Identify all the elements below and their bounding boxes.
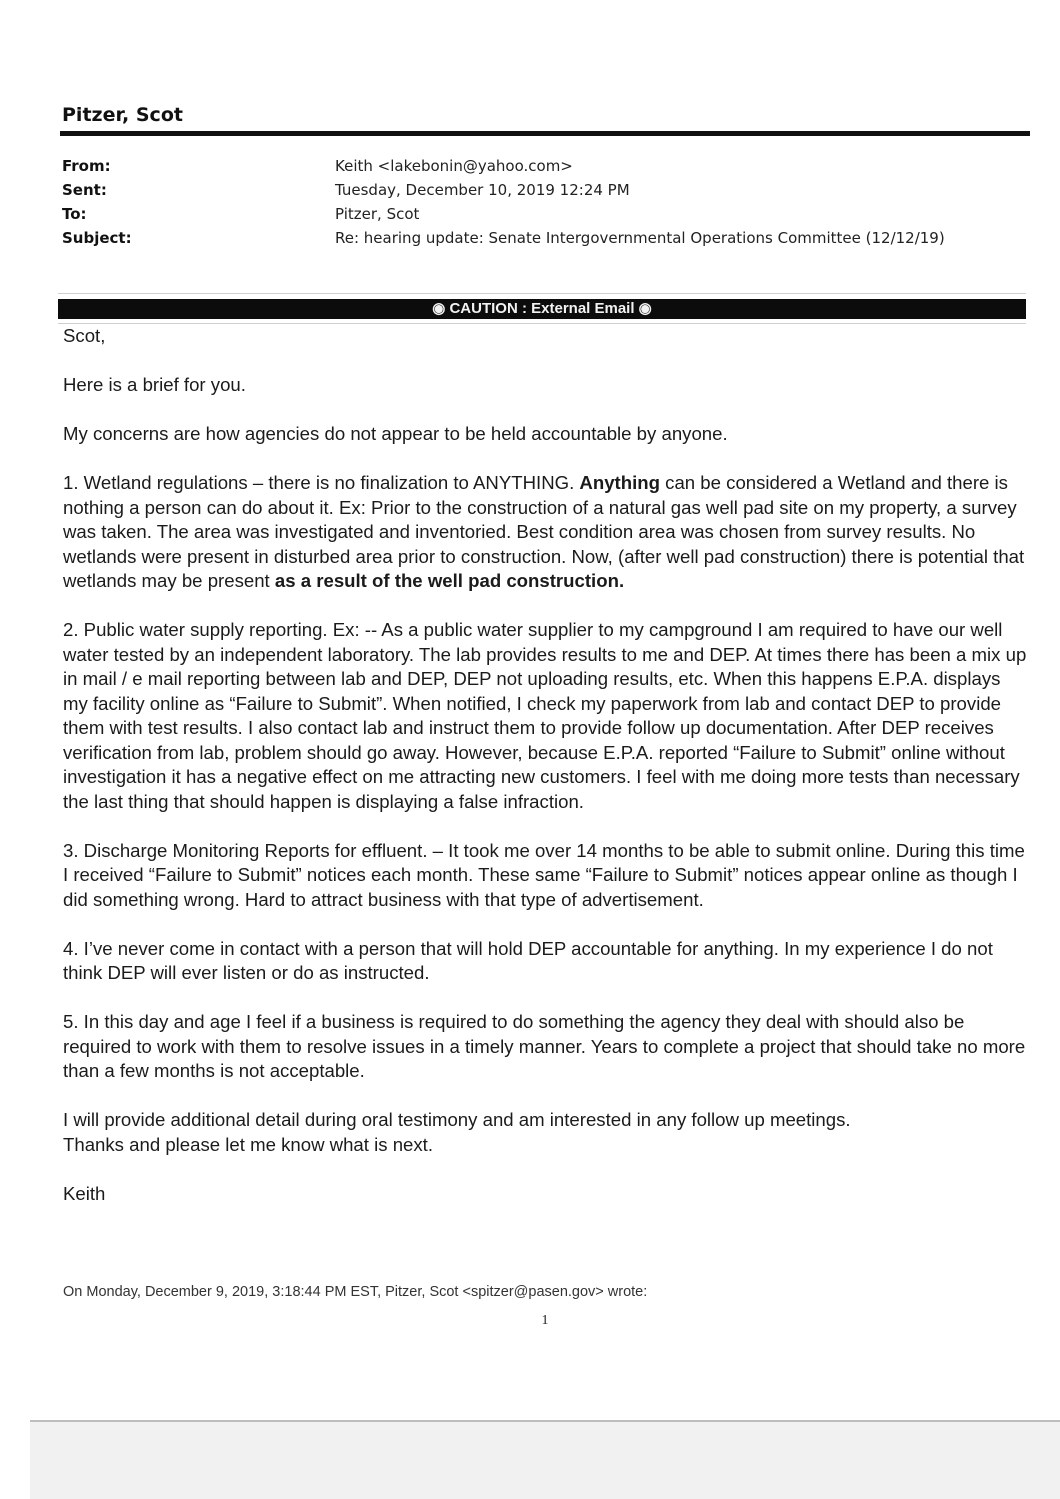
subject-label: Subject: <box>62 229 132 247</box>
item-1-bold-phrase: as a result of the well pad construction. <box>274 570 625 591</box>
email-header-fields <box>62 154 1022 250</box>
scan-footer-band <box>30 1420 1060 1499</box>
subject-row <box>62 226 1022 250</box>
intro-paragraph: Here is a brief for you. <box>63 374 246 395</box>
from-row <box>62 154 1022 178</box>
caution-banner: ◉ CAUTION : External Email ◉ <box>58 299 1026 319</box>
email-body <box>63 324 1028 1231</box>
header-rule <box>60 131 1030 136</box>
subject-value: Re: hearing update: Senate Intergovernmental Operations Committee (12/12/19) <box>335 229 945 247</box>
from-label: From: <box>62 157 111 175</box>
item-1-text-a: 1. Wetland regulations – there is no finalization to ANYTHING. <box>63 472 580 493</box>
page-number: 1 <box>541 1313 549 1328</box>
to-row <box>62 202 1022 226</box>
to-label: To: <box>62 205 87 223</box>
closing-line-1: I will provide additional detail during oral testimony and am interested in any follow up meetings. <box>63 1109 851 1130</box>
closing-line-2: Thanks and please let me know what is next. <box>63 1133 434 1155</box>
sent-label: Sent: <box>62 181 107 199</box>
concerns-paragraph: My concerns are how agencies do not appear to be held accountable by anyone. <box>63 423 728 444</box>
sent-value: Tuesday, December 10, 2019 12:24 PM <box>335 181 630 199</box>
mailbox-owner-name: Pitzer, Scot <box>62 104 183 126</box>
sent-row <box>62 178 1022 202</box>
item-1-paragraph <box>63 471 1028 594</box>
from-value: Keith <lakebonin@yahoo.com> <box>335 157 573 175</box>
quoted-message-header: On Monday, December 9, 2019, 3:18:44 PM EST, Pitzer, Scot <spitzer@pasen.gov> wrote: <box>63 1284 648 1300</box>
item-1-text-c: can be considered a Wetland and there is nothing a person can do about it. Ex: Prior to the construction of a natural gas well pad site on my property, a survey was taken. The area was investigated and inventoried. Best condition area was chosen from survey results. No wetlands were present in disturbed area prior to construction. Now, (after well pad construction) there is potential that wetlands may be present <box>63 472 1025 591</box>
signature: Keith <box>63 1182 106 1204</box>
closing-paragraph <box>63 1108 1028 1157</box>
salutation: Scot, <box>63 325 106 346</box>
banner-top-line <box>58 293 1026 294</box>
item-3-paragraph: 3. Discharge Monitoring Reports for effluent. – It took me over 14 months to be able to submit online. During this time I received “Failure to Submit” notices each month. These same “Failure to Submit” notices appear online as though I did something wrong. Hard to attract business with that type of advertisement. <box>63 839 1025 910</box>
item-5-paragraph: 5. In this day and age I feel if a business is required to do something the agency they deal with should also be required to work with them to resolve issues in a timely manner. Years to complete a project that should take no more than a few months is not acceptable. <box>63 1011 1026 1081</box>
to-value: Pitzer, Scot <box>335 205 420 223</box>
item-4-paragraph: 4. I’ve never come in contact with a person that will hold DEP accountable for anything. In my experience I do not think DEP will ever listen or do as instructed. <box>63 937 993 983</box>
item-2-paragraph: 2. Public water supply reporting. Ex: -- As a public water supplier to my campground I am required to have our well water tested by an independent laboratory. The lab provides results to me and DEP. At times there has been a mix up in mail / e mail reporting between lab and DEP, DEP not uploading results, etc. When this happens E.P.A. displays my facility online as “Failure to Submit”. When notified, I check my paperwork from lab and contact DEP to provide them with test results. I also contact lab and instruct them to provide follow up documentation. After DEP receives verification from lab, problem should go away. However, because E.P.A. reported “Failure to Submit” online without investigation it has a negative effect on me attracting new customers. I feel with me doing more tests than necessary the last thing that should happen is displaying a false infraction. <box>63 619 1027 812</box>
item-1-bold-word: Anything <box>579 472 660 493</box>
